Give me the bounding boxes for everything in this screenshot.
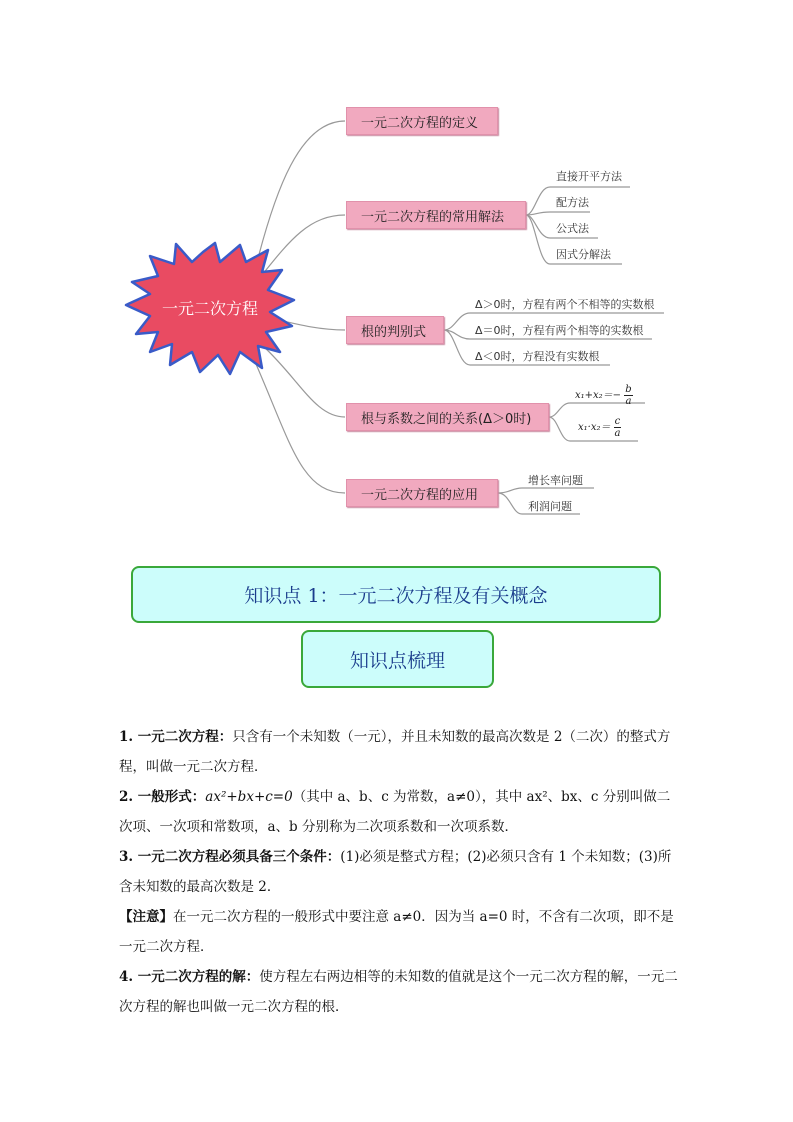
note-heading: 【注意】 xyxy=(119,909,173,925)
branch-vieta xyxy=(346,403,549,431)
subsection-title-banner xyxy=(301,630,494,688)
vieta-product-formula xyxy=(578,416,621,439)
general-form-formula: ax²+bx+c=0 xyxy=(205,789,293,805)
branch-definition-label: 一元二次方程的定义 xyxy=(361,115,479,131)
branch-solving-methods xyxy=(346,201,526,229)
section-title: 知识点 1：一元二次方程及有关概念 xyxy=(244,585,548,607)
leaf-profit: 利润问题 xyxy=(528,500,572,513)
branch-discriminant-label: 根的判别式 xyxy=(361,324,427,340)
vieta-sum-numerator: b xyxy=(625,384,632,395)
vieta-product-numerator: c xyxy=(614,416,621,427)
paragraph-note xyxy=(119,902,679,962)
vieta-product-lhs: x₁·x₂＝ xyxy=(578,422,611,433)
paragraph-2 xyxy=(119,782,679,842)
leaf-completing-square: 配方法 xyxy=(556,196,589,209)
branch-applications-label: 一元二次方程的应用 xyxy=(361,487,479,503)
paragraph-1 xyxy=(119,722,679,782)
leaf-discriminant-positive: Δ＞0时，方程有两个不相等的实数根 xyxy=(475,298,655,311)
note-text: 在一元二次方程的一般形式中要注意 a≠0．因为当 a=0 时，不含有二次项，即不是一元二次方程． xyxy=(119,909,674,955)
vieta-product-denominator: a xyxy=(614,428,621,439)
paragraph-1-text: 只含有一个未知数（一元），并且未知数的最高次数是 2（二次）的整式方程，叫做一元二次方程． xyxy=(119,729,671,775)
paragraph-4 xyxy=(119,962,679,1022)
paragraph-2-text: （其中 a、b、c 为常数，a≠0），其中 ax²、bx、c 分别叫做二次项、一次项和常数项，a、b 分别称为二次项系数和一次项系数． xyxy=(119,789,671,835)
branch-discriminant xyxy=(346,316,444,344)
paragraph-1-heading: 1. 一元二次方程： xyxy=(119,729,233,745)
branch-vieta-label: 根与系数之间的关系(Δ＞0时) xyxy=(361,411,532,427)
content-body xyxy=(119,722,679,1022)
vieta-sum-lhs: x₁+x₂＝− xyxy=(575,390,622,401)
leaf-discriminant-negative: Δ＜0时，方程没有实数根 xyxy=(475,350,600,363)
branch-solving-methods-label: 一元二次方程的常用解法 xyxy=(361,209,505,225)
branch-applications xyxy=(346,479,498,507)
leaf-factorization: 因式分解法 xyxy=(556,248,611,261)
leaf-square-root-method: 直接开平方法 xyxy=(556,170,622,183)
mind-map-center-label: 一元二次方程 xyxy=(161,299,258,318)
leaf-discriminant-zero: Δ＝0时，方程有两个相等的实数根 xyxy=(475,324,644,337)
vieta-sum-denominator: a xyxy=(625,396,632,407)
paragraph-3 xyxy=(119,842,679,902)
vieta-sum-formula xyxy=(575,384,633,407)
paragraph-3-text: (1)必须是整式方程；(2)必须只含有 1 个未知数；(3)所含未知数的最高次数是 2． xyxy=(119,849,672,895)
paragraph-2-heading: 2. 一般形式： xyxy=(119,789,206,805)
subsection-title: 知识点梳理 xyxy=(349,649,445,672)
section-title-banner xyxy=(131,566,661,623)
branch-definition xyxy=(346,107,498,135)
paragraph-3-heading: 3. 一元二次方程必须具备三个条件： xyxy=(119,849,341,865)
paragraph-4-text: 使方程左右两边相等的未知数的值就是这个一元二次方程的解，一元二次方程的解也叫做一元二次方程的根． xyxy=(119,969,678,1015)
paragraph-4-heading: 4. 一元二次方程的解： xyxy=(119,969,260,985)
mind-map-graphic xyxy=(0,0,793,540)
leaf-formula-method: 公式法 xyxy=(556,222,589,235)
leaf-growth-rate: 增长率问题 xyxy=(528,474,583,487)
